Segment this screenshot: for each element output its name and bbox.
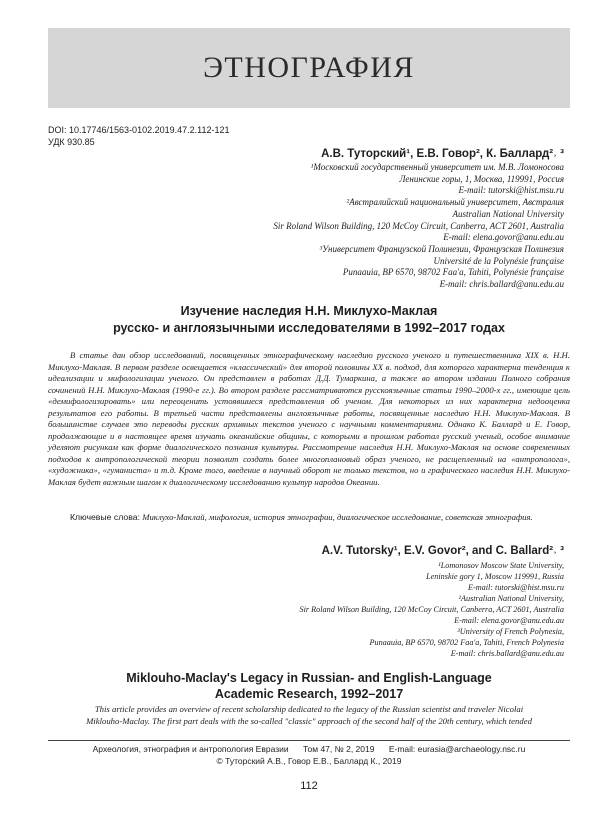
affiliation-line: ²Australian National University, (458, 594, 564, 603)
footer-journal-line (48, 744, 570, 756)
journal-name: Археология, этнография и антропология Евразии (92, 744, 289, 754)
copyright: © Туторский А.В., Говор Е.В., Баллард К., 2019 (216, 755, 402, 766)
affiliation-line: Leninskie gory 1, Moscow 119991, Russia (426, 572, 564, 581)
article-identifiers (48, 124, 229, 148)
title-line: Изучение наследия Н.Н. Миклухо-Маклая (180, 304, 438, 318)
title-line: русско- и англоязычными исследователями в 1992–2017 годах (113, 321, 505, 335)
affiliation-email[interactable]: E-mail: chris.ballard@anu.edu.au (439, 279, 564, 290)
affiliation-email[interactable]: E-mail: chris.ballard@anu.edu.au (450, 649, 564, 658)
title-line: Miklouho-Maclay's Legacy in Russian- and English-Language (126, 671, 492, 685)
abstract-ru: В статье дан обзор исследований, посвященных этнографическому наследию русского ученого и путешественника XIX в. Н.Н. Миклухо-Маклая. В первом разделе освещается «классический» для второй половины XX в. подход, для которого характерна тенденция к идеализации и мифологизации ученого. Он представлен в работах Д.Д. Тумаркина, а также во втором издании Полного собрания сочинений Н.Н. Миклухо-Маклая (1990-е гг.). Во втором разделе рассматриваются русскоязычные статьи 1990–2000-х гг., имеющие цель «демифологизировать» или переоценить устоявшиеся представления об ученом. Для некоторых из них характерна недооценка результатов его работы. В третьей части представлены англоязычные работы, посвященные наследию Н.Н. Миклухо-Маклая. В большинстве случаев это переводы русских архивных текстов ученого с научными комментариями. Однако К. Баллард и Е. Говор, продолжающие и в настоящее время изучать океанийские общины, с которыми в прошлом работал русский ученый, особое внимание уделяют рисункам как форме диалогического познания культуры. Рассмотрение наследия Н.Н. Миклухо-Маклая на основе современных подходов к антропологической теории позволит создать более многоплановый образ ученого, не расщепленный на «антрополога», «художника», «гуманиста» и т.д. Кроме того, введение в научный оборот не только текстов, но и графического наследия Н.Н. Миклухо-Маклая будет важным шагом к диалогическому исследованию культур народов Океании. (48, 350, 570, 488)
keywords-label: Ключевые слова: (70, 512, 141, 522)
keywords (70, 512, 570, 522)
affiliations-ru (273, 162, 564, 291)
affiliation-line: ²Австралийский национальный университет, Австралия (346, 197, 564, 208)
affiliation-line: Université de la Polynésie française (433, 255, 564, 266)
affiliations-en (300, 560, 564, 659)
affiliation-email[interactable]: E-mail: elena.govor@anu.edu.au (443, 232, 564, 243)
affiliation-line: Sir Roland Wilson Building, 120 McCoy Circuit, Canberra, ACT 2601, Australia (273, 220, 564, 231)
keywords-text: Миклухо-Маклай, мифология, история этнографии, диалогическое исследование, советская этнография. (142, 512, 533, 522)
article-title-en (48, 670, 570, 702)
title-line: Academic Research, 1992–2017 (214, 687, 404, 701)
authors-en: A.V. Tutorsky¹, E.V. Govor², and C. Ballard²˒ ³ (321, 545, 564, 557)
affiliation-line: ³University of French Polynesia, (457, 627, 564, 636)
page-footer (48, 744, 570, 767)
section-title: ЭТНОГРАФИЯ (203, 51, 415, 84)
abstract-en (48, 704, 570, 728)
affiliation-line: ¹Московский государственный университет им. М.В. Ломоносова (310, 162, 564, 172)
article-title-ru (48, 303, 570, 337)
journal-volume: Том 47, № 2, 2019 (302, 744, 375, 754)
page-number: 112 (300, 780, 318, 792)
affiliation-line: ¹Lomonosov Moscow State University, (438, 561, 564, 570)
affiliation-line: Australian National University (452, 208, 564, 219)
doi[interactable]: DOI: 10.17746/1563-0102.2019.47.2.112-121 (48, 125, 230, 135)
abstract-line: Miklouho-Maclay. The first part deals with the so-called "classic" approach of the second half of the 20th century, which tended (86, 715, 532, 726)
affiliation-line: ³Университет Французской Полинезии, Французская Полинезия (319, 243, 564, 254)
section-banner (48, 28, 570, 108)
affiliation-email[interactable]: E-mail: tutorski@hist.msu.ru (467, 583, 564, 592)
affiliation-email[interactable]: E-mail: elena.govor@anu.edu.au (454, 616, 564, 625)
affiliation-email[interactable]: E-mail: tutorski@hist.msu.ru (458, 185, 564, 196)
affiliation-line: Ленинские горы, 1, Москва, 119991, Россия (399, 173, 564, 184)
abstract-line: This article provides an overview of recent scholarship dedicated to the legacy of the Russian scientist and traveler Nicolai (94, 704, 524, 714)
authors-ru: А.В. Туторский¹, Е.В. Говор², К. Баллард²˒ ³ (321, 148, 564, 160)
journal-email[interactable]: E-mail: eurasia@archaeology.nsc.ru (388, 744, 526, 754)
footer-divider (48, 740, 570, 741)
affiliation-line: Punaauia, BP 6570, 98702 Faa'a, Tahiti, French Polynesia (369, 638, 564, 647)
udc-code: УДК 930.85 (48, 137, 95, 147)
affiliation-line: Sir Roland Wilson Building, 120 McCoy Circuit, Canberra, ACT 2601, Australia (299, 605, 564, 614)
affiliation-line: Punaauia, BP 6570, 98702 Faa'a, Tahiti, Polynésie française (342, 267, 564, 278)
